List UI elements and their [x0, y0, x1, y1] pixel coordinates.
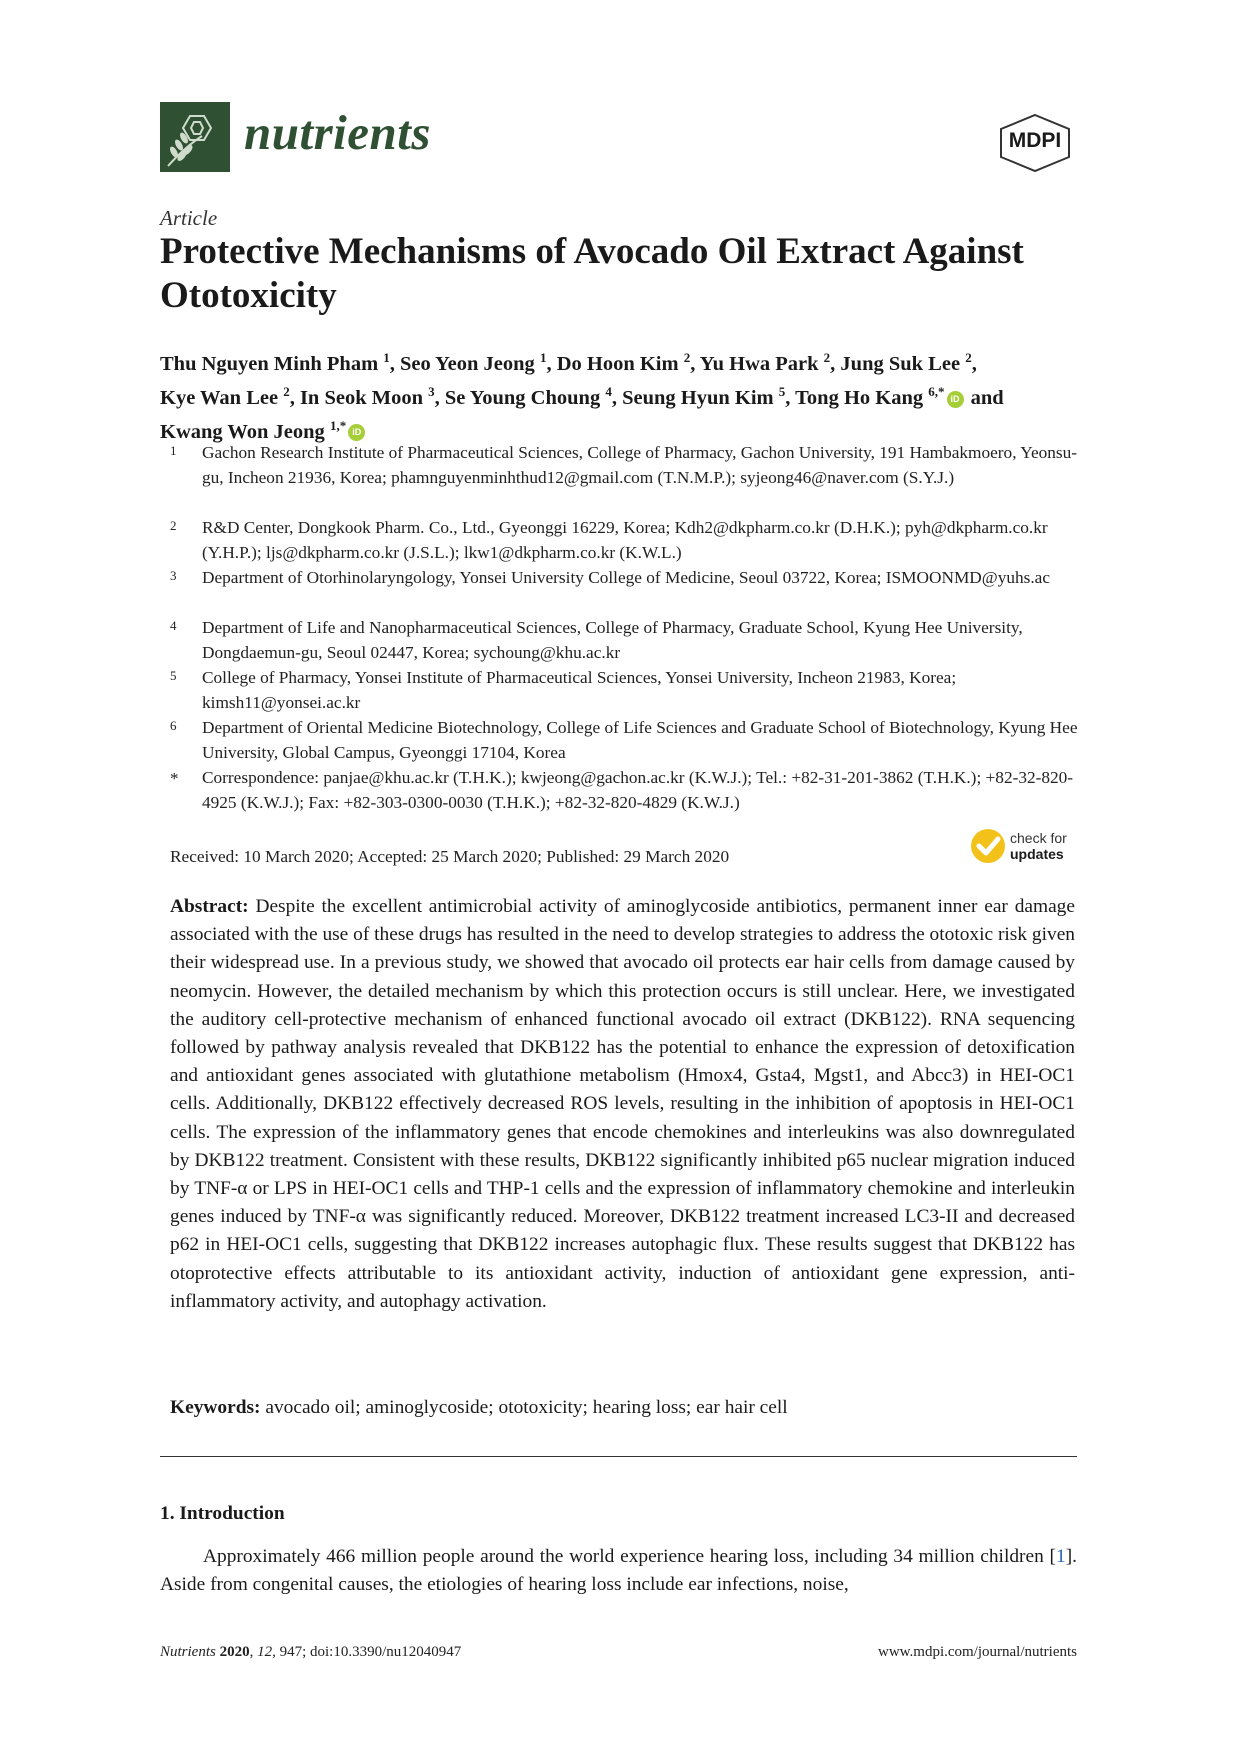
check-updates-line2: updates [1010, 846, 1064, 862]
check-updates-line1: check for [1010, 830, 1067, 846]
author-affiliation-mark: 3 [428, 383, 435, 399]
affiliation-text: Department of Otorhinolaryngology, Yonsei University College of Medicine, Seoul 03722, Korea; ISMOONMD@yuhs.ac [202, 568, 1051, 587]
author-name: Kwang Won Jeong [160, 420, 325, 443]
author-affiliation-mark: 5 [778, 383, 786, 399]
publication-dates: Received: 10 March 2020; Accepted: 25 March 2020; Published: 29 March 2020 [170, 847, 730, 866]
mdpi-logo [996, 113, 1074, 173]
footer-doi: , 947; doi:10.3390/nu12040947 [272, 1644, 462, 1660]
author-affiliation-mark: 1,* [329, 417, 347, 433]
author-name: Yu Hwa Park [699, 352, 819, 375]
wheat-hexagon-icon [160, 102, 230, 172]
affiliation-text: Department of Life and Nanopharmaceutical Sciences, College of Pharmacy, Graduate School, Kyung Hee University, Dongdaemun-gu, Seoul 02447, Korea; sychoung@khu.ac.kr [202, 618, 1023, 662]
abstract [170, 893, 1075, 1316]
footer-journal: Nutrients [160, 1644, 216, 1660]
author-affiliation-mark: 1 [383, 350, 390, 365]
author-name: Do Hoon Kim [556, 352, 679, 375]
author-name: Jung Suk Lee [840, 352, 961, 375]
affiliation-number: 4 [170, 618, 177, 633]
section-heading: 1. Introduction [160, 1503, 285, 1524]
footer-url[interactable]: www.mdpi.com/journal/nutrients [878, 1644, 1077, 1660]
article-type: Article [160, 206, 218, 230]
author-affiliation-mark: 4 [605, 383, 612, 399]
author-list: Thu Nguyen Minh Pham $^1$, Seo Yeon Jeong $^1$, Do Hoon Kim $^2$, Yu Hwa Park $^2$, Jung Suk Lee $^2$, Kye Wan Lee $^2$, In Seok Moon $^3$, Se Young Choung $^4$, Seung Hyun Kim $^5$, Tong Ho Kang $^{6,*}$ iD and Kwang Won Jeong $^{1,*}$ iD [160, 350, 1004, 443]
footer-year: 2020 [219, 1644, 250, 1660]
introduction-paragraph [160, 1543, 1077, 1600]
author-affiliation-mark: 2 [283, 383, 290, 399]
affiliation-number: 1 [170, 443, 177, 458]
author-name: Seo Yeon Jeong [400, 352, 535, 375]
affiliation-text: R&D Center, Dongkook Pharm. Co., Ltd., Gyeonggi 16229, Korea; Kdh2@dkpharm.co.kr (D.H.K.); pyh@dkpharm.co.kr (Y.H.P.); ljs@dkpharm.co.kr (J.S.L.); lkw1@dkpharm.co.kr (K.W.L.) [202, 518, 1048, 562]
abstract-label: Abstract: [170, 896, 249, 917]
keywords [170, 1397, 788, 1419]
affiliation-number: 6 [170, 718, 177, 733]
intro-text: Approximately 466 million people around the world experience hearing loss, including 34 million children [ [203, 1546, 1056, 1567]
correspondence-mark: * [170, 769, 179, 788]
author-name: Tong Ho Kang [795, 386, 924, 409]
author-name: Kye Wan Lee [160, 386, 279, 409]
affiliation-number: 2 [170, 518, 177, 533]
footer-volume: 12 [257, 1644, 273, 1660]
author-affiliation-mark: 6,* [928, 383, 945, 399]
author-name: In Seok Moon [299, 386, 423, 409]
orcid-icon[interactable]: iD [947, 391, 964, 408]
journal-logo [160, 102, 230, 172]
check-updates-icon [970, 828, 1006, 864]
author-name: Thu Nguyen Minh Pham [160, 352, 379, 375]
correspondence-text: Correspondence: panjae@khu.ac.kr (T.H.K.); kwjeong@gachon.ac.kr (K.W.J.); Tel.: +82-31-201-3862 (T.H.K.); +82-32-820-4925 (K.W.J.); Fax: +82-303-0300-0030 (T.H.K.); +82-32-820-4829 (K.W.J.) [202, 768, 1074, 812]
affiliation-number: 3 [170, 568, 177, 583]
affiliation-number: 5 [170, 668, 177, 683]
keywords-text: avocado oil; aminoglycoside; ototoxicity; hearing loss; ear hair cell [265, 1397, 788, 1418]
author-affiliation-mark: 1 [539, 350, 547, 365]
abstract-text: Despite the excellent antimicrobial activity of aminoglycoside antibiotics, permanent inner ear damage associated with the use of these drugs has resulted in the need to develop strategies to address the ototoxic risk given their widespread use. In a previous study, we showed that avocado oil protects ear hair cells from damage caused by neomycin. However, the detailed mechanism by which this protection occurs is still unclear. Here, we investigated the auditory cell-protective mechanism of enhanced functional avocado oil extract (DKB122). RNA sequencing followed by pathway analysis revealed that DKB122 has the potential to enhance the expression of detoxification and antioxidant genes associated with glutathione metabolism (Hmox4, Gsta4, Mgst1, and Abcc3) in HEI-OC1 cells. Additionally, DKB122 effectively decreased ROS levels, resulting in the inhibition of apoptosis in HEI-OC1 cells. The expression of the inflammatory genes that encode chemokines and interleukins was also downregulated by DKB122 treatment. Consistent with these results, DKB122 significantly inhibited p65 nuclear migration induced by TNF-α or LPS in HEI-OC1 cells and THP-1 cells and the expression of inflammatory chemokine and interleukin genes induced by TNF-α was significantly reduced. Moreover, DKB122 treatment increased LC3-II and decreased p62 in HEI-OC1 cells, suggesting that DKB122 increases autophagic flux. These results suggest that DKB122 has otoprotective effects attributable to its antioxidant activity, induction of antioxidant gene expression, anti-inflammatory activity, and autophagy activation. [170, 896, 1075, 1312]
article-title: Protective Mechanisms of Avocado Oil Extract Against Ototoxicity [160, 231, 1024, 316]
citation-link[interactable]: 1 [1055, 1546, 1066, 1567]
author-name: Se Young Choung [444, 386, 601, 409]
orcid-icon[interactable]: iD [348, 424, 365, 441]
affiliation-text: College of Pharmacy, Yonsei Institute of Pharmaceutical Sciences, Yonsei University, Incheon 21983, Korea; kimsh11@yonsei.ac.kr [202, 668, 957, 712]
author-name: Seung Hyun Kim [622, 386, 774, 409]
affiliation-text: Department of Oriental Medicine Biotechnology, College of Life Sciences and Graduate School of Biotechnology, Kyung Hee University, Global Campus, Gyeonggi 17104, Korea [202, 718, 1078, 762]
journal-name: nutrients [244, 105, 431, 160]
affiliation-text: Gachon Research Institute of Pharmaceutical Sciences, College of Pharmacy, Gachon University, 191 Hambakmoero, Yeonsu-gu, Incheon 21936, Korea; phamnguyenminhthud12@gmail.com (T.N.M.P.); syjeong46@naver.com (S.Y.J.) [202, 443, 1078, 487]
publisher-name: MDPI [1008, 129, 1062, 152]
check-for-updates-badge[interactable] [970, 828, 1080, 868]
intro-text: ]. Aside from congenital causes, the etiologies of hearing loss include ear infections, noise, [160, 1546, 1077, 1596]
author-conjunction: and [970, 386, 1004, 409]
section-divider [160, 1456, 1077, 1457]
keywords-label: Keywords: [170, 1397, 261, 1418]
author-affiliation-mark: 2 [965, 350, 972, 365]
author-affiliation-mark: 2 [823, 350, 831, 365]
footer-citation: Nutrients 2020, 12, 947; doi:10.3390/nu12040947 [160, 1644, 462, 1660]
author-affiliation-mark: 2 [683, 350, 691, 365]
